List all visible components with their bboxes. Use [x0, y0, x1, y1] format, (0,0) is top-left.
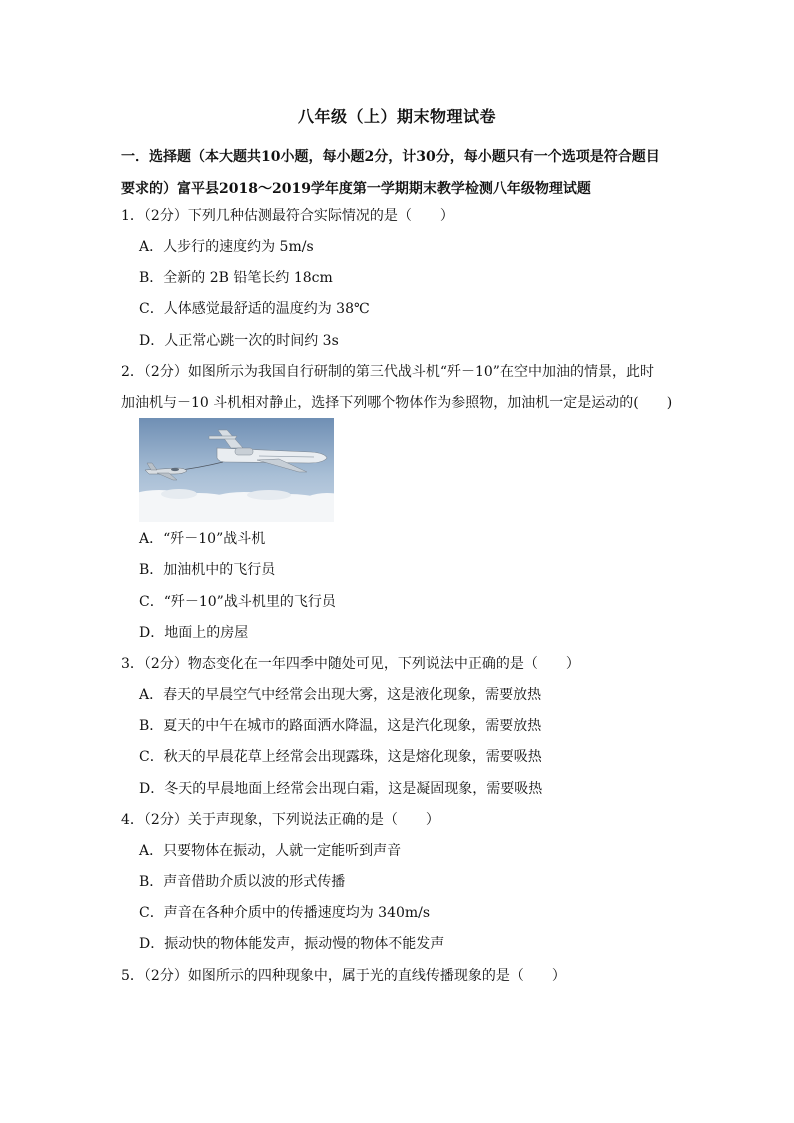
section-heading-line-2: 要求的）富平县2018～2019学年度第一学期期末教学检测八年级物理试题 — [121, 181, 591, 197]
question-2-option-c: C．“歼－10”战斗机里的飞行员 — [139, 594, 336, 610]
question-3-stem: 3．（2分）物态变化在一年四季中随处可见，下列说法中正确的是（ ） — [121, 656, 580, 672]
question-3-option-b: B．夏天的中午在城市的路面洒水降温，这是汽化现象，需要放热 — [139, 718, 542, 734]
aerial-refueling-photo — [139, 418, 334, 522]
question-4-option-c: C．声音在各种介质中的传播速度均为 340m/s — [139, 905, 431, 921]
question-4-option-d: D．振动快的物体能发声，振动慢的物体不能发声 — [139, 936, 445, 952]
question-2-stem-line-2: 加油机与－10 斗机相对静止，选择下列哪个物体作为参照物，加油机一定是运动的( ) — [121, 395, 673, 411]
question-3-option-d: D．冬天的早晨地面上经常会出现白霜，这是凝固现象，需要吸热 — [139, 781, 543, 797]
section-heading-line-1: 一．选择题（本大题共10小题，每小题2分，计30分，每小题只有一个选项是符合题目 — [121, 149, 660, 165]
question-3-option-c: C．秋天的早晨花草上经常会出现露珠，这是熔化现象，需要吸热 — [139, 749, 542, 765]
question-1-option-b: B．全新的 2B 铅笔长约 18cm — [139, 270, 333, 286]
question-1-option-d: D．人正常心跳一次的时间约 3s — [139, 333, 339, 349]
question-4-option-b: B．声音借助介质以波的形式传播 — [139, 874, 346, 890]
question-3-option-a: A．春天的早晨空气中经常会出现大雾，这是液化现象，需要放热 — [139, 687, 542, 703]
question-1-option-a: A．人步行的速度约为 5m/s — [139, 239, 314, 255]
question-4-option-a: A．只要物体在振动，人就一定能听到声音 — [139, 843, 402, 859]
question-4-stem: 4．（2分）关于声现象，下列说法正确的是（ ） — [121, 812, 440, 828]
question-5-stem: 5．（2分）如图所示的四种现象中，属于光的直线传播现象的是（ ） — [121, 968, 566, 984]
page-title: 八年级（上）期末物理试卷 — [297, 107, 496, 126]
question-1-stem: 1．（2分）下列几种估测最符合实际情况的是（ ） — [121, 208, 454, 224]
question-2-option-d: D．地面上的房屋 — [139, 625, 249, 641]
question-2-option-b: B．加油机中的飞行员 — [139, 562, 276, 578]
question-2-stem-line-1: 2．（2分）如图所示为我国自行研制的第三代战斗机“歼－10”在空中加油的情景，此时 — [121, 364, 654, 380]
question-1-option-c: C．人体感觉最舒适的温度约为 38℃ — [139, 301, 370, 317]
question-2-option-a: A．“歼－10”战斗机 — [139, 531, 266, 547]
